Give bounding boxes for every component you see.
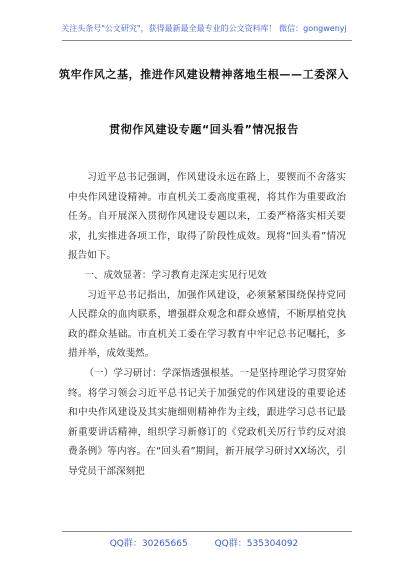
footer (0, 536, 408, 549)
document-title-line-1: 筑牢作风之基，推进作风建设精神落地生根——工委深入 (59, 68, 349, 81)
section-heading-1: 一、成效显著：学习教育走深走实见行见效 (84, 269, 267, 281)
footer-qq-group-1: QQ群：30265665 (109, 539, 188, 549)
header-banner: 关注头条号"公文研究"，获得最新最全最专业的公文资料库！ 微信：gongwenyj (61, 24, 347, 33)
document-body (68, 168, 346, 482)
header-divider (62, 40, 352, 41)
body-paragraph-intro: 习近平总书记强调，作风建设永远在路上，要锲而不舍落实中央作风建设精神。市直机关工委高度重视，将其作为重要政治任务。自开展深入贯彻作风建设专题以来，工委严格落实相关要求，扎实推进各项工作，取得了阶段性成效。现将“回头看”情况报告如下。 (68, 172, 346, 262)
document-title-line-2: 贯彻作风建设专题“回头看”情况报告 (109, 123, 299, 136)
footer-divider (62, 531, 352, 532)
body-paragraph-3: （一）学习研讨：学深悟透强根基。一是坚持理论学习贯穿始终。将学习领会习近平总书记关于加强党的作风建设的重要论述和中央作风建设及其实施细则精神作为主线，跟进学习总书记最新重要讲话精神，组织学习新修订的《党政机关厉行节约反对浪费条例》等内容。在“回头看”期间，新开展学习研讨XX场次，引导党员干部深刻把 (68, 367, 346, 477)
footer-qq-group-2: QQ群：535304092 (214, 539, 299, 549)
body-paragraph-2: 习近平总书记指出，加强作风建设，必须紧紧围绕保持党同人民群众的血肉联系，增强群众观念和群众感情，不断厚植党执政的群众基础。市直机关工委在学习教育中牢记总书记嘱托，多措并举，成效斐然。 (68, 289, 346, 360)
